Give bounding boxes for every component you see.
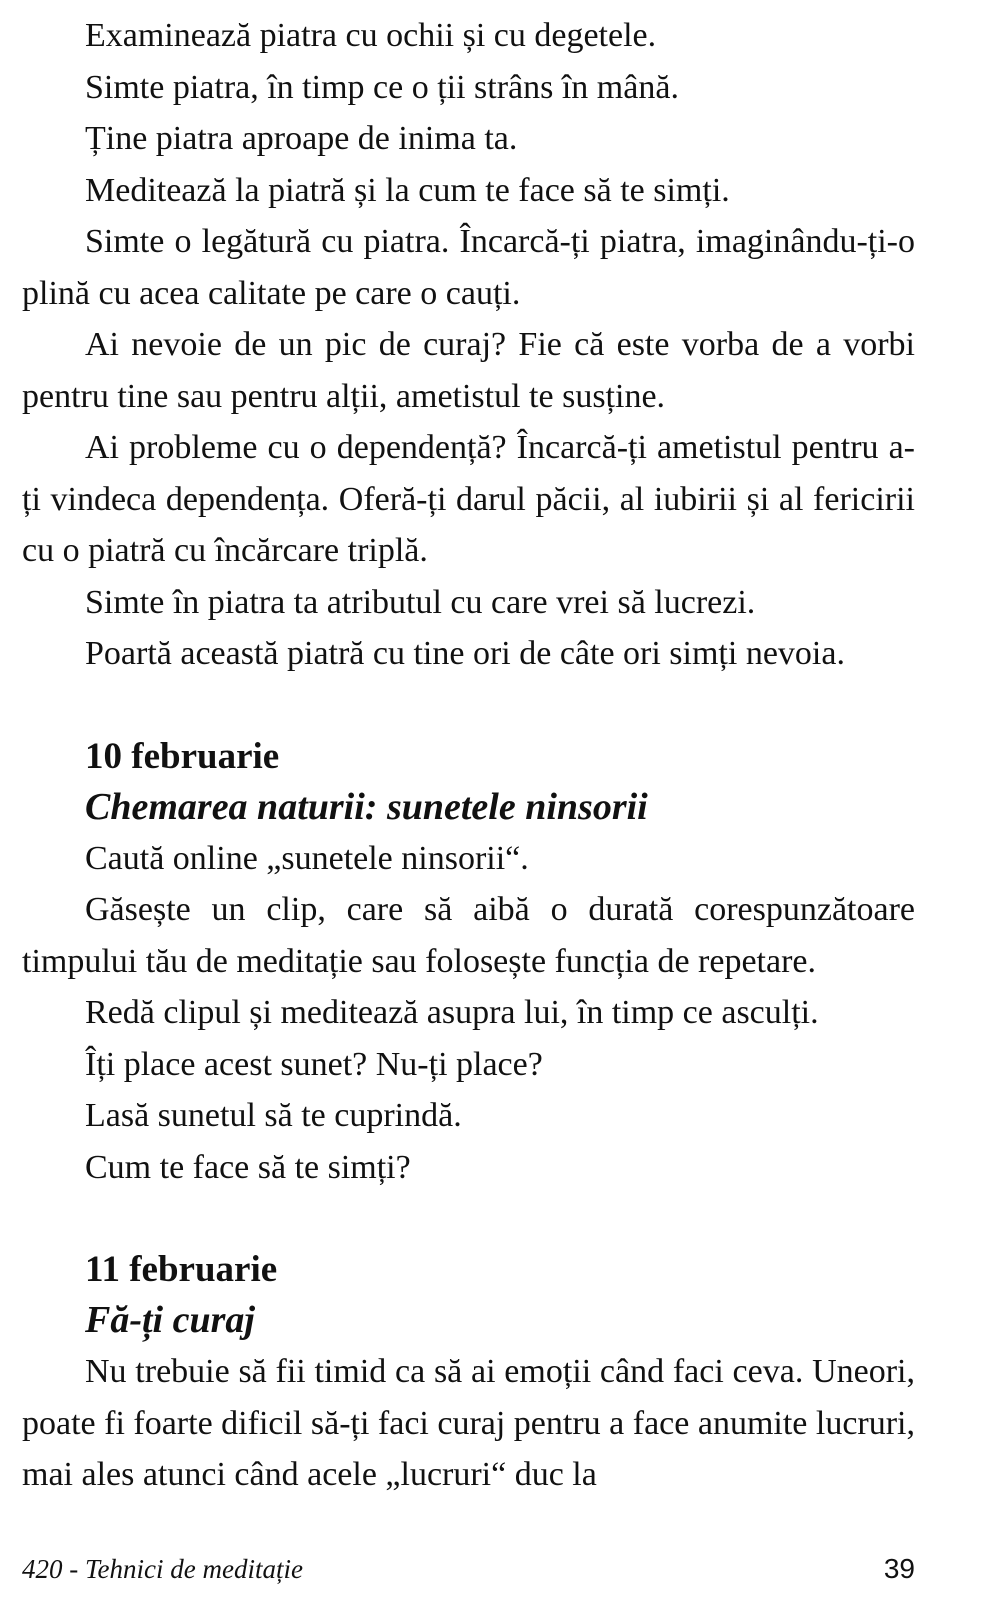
paragraph: Nu trebuie să fii timid ca să ai emoții când faci ceva. Uneori, poate fi foarte dificil să-ți faci curaj pentru a face anumite lucruri, mai ales atunci când acele „lucruri“ duc la	[22, 1353, 915, 1493]
section-spacer	[22, 1193, 915, 1244]
paragraph: Ține piatra aproape de inima ta.	[85, 120, 518, 157]
entry-title-heading: Chemarea naturii: sunetele ninsorii	[85, 785, 648, 828]
section-spacer	[22, 680, 915, 731]
entry-10-februarie	[22, 731, 915, 1194]
paragraph: Îți place acest sunet? Nu-ți place?	[85, 1045, 543, 1083]
paragraph: Caută online „sunetele ninsorii“.	[85, 839, 529, 877]
paragraph: Ai nevoie de un pic de curaj? Fie că este vorba de a vorbi pentru tine sau pentru alții, ametistul te susține.	[22, 326, 915, 415]
entry-title-heading: Fă-ți curaj	[85, 1299, 255, 1341]
paragraph: Poartă această piatră cu tine ori de câte ori simți nevoia.	[85, 635, 845, 672]
paragraph: Lasă sunetul să te cuprindă.	[85, 1097, 462, 1134]
entry-date-heading: 10 februarie	[85, 735, 280, 777]
page-content	[22, 10, 915, 1501]
page-footer	[22, 1547, 915, 1591]
paragraph: Simte piatra, în timp ce o ții strâns în mână.	[85, 68, 679, 106]
entry-11-februarie	[22, 1244, 915, 1501]
intro-section	[22, 10, 915, 680]
paragraph: Simte o legătură cu piatra. Încarcă-ți piatra, imaginându-ți-o plină cu acea calitate pe care o cauți.	[22, 223, 915, 312]
paragraph: Simte în piatra ta atributul cu care vrei să lucrezi.	[85, 583, 756, 621]
paragraph: Ai probleme cu o dependență? Încarcă-ți ametistul pentru a-ți vindeca dependența. Oferă-ți darul păcii, al iubirii și al fericirii cu o piatră cu încărcare triplă.	[22, 429, 915, 569]
paragraph: Găsește un clip, care să aibă o durată corespunzătoare timpului tău de meditație sau folosește funcția de repetare.	[22, 891, 915, 980]
paragraph: Meditează la piatră și la cum te face să te simți.	[85, 171, 730, 209]
paragraph: Cum te face să te simți?	[85, 1148, 411, 1186]
paragraph: Redă clipul și meditează asupra lui, în timp ce asculți.	[85, 994, 819, 1031]
paragraph: Examinează piatra cu ochii și cu degetele.	[85, 17, 657, 54]
running-footer-title: 420 - Tehnici de meditație	[22, 1554, 303, 1584]
page-number: 39	[883, 1553, 915, 1584]
entry-date-heading: 11 februarie	[85, 1249, 278, 1290]
